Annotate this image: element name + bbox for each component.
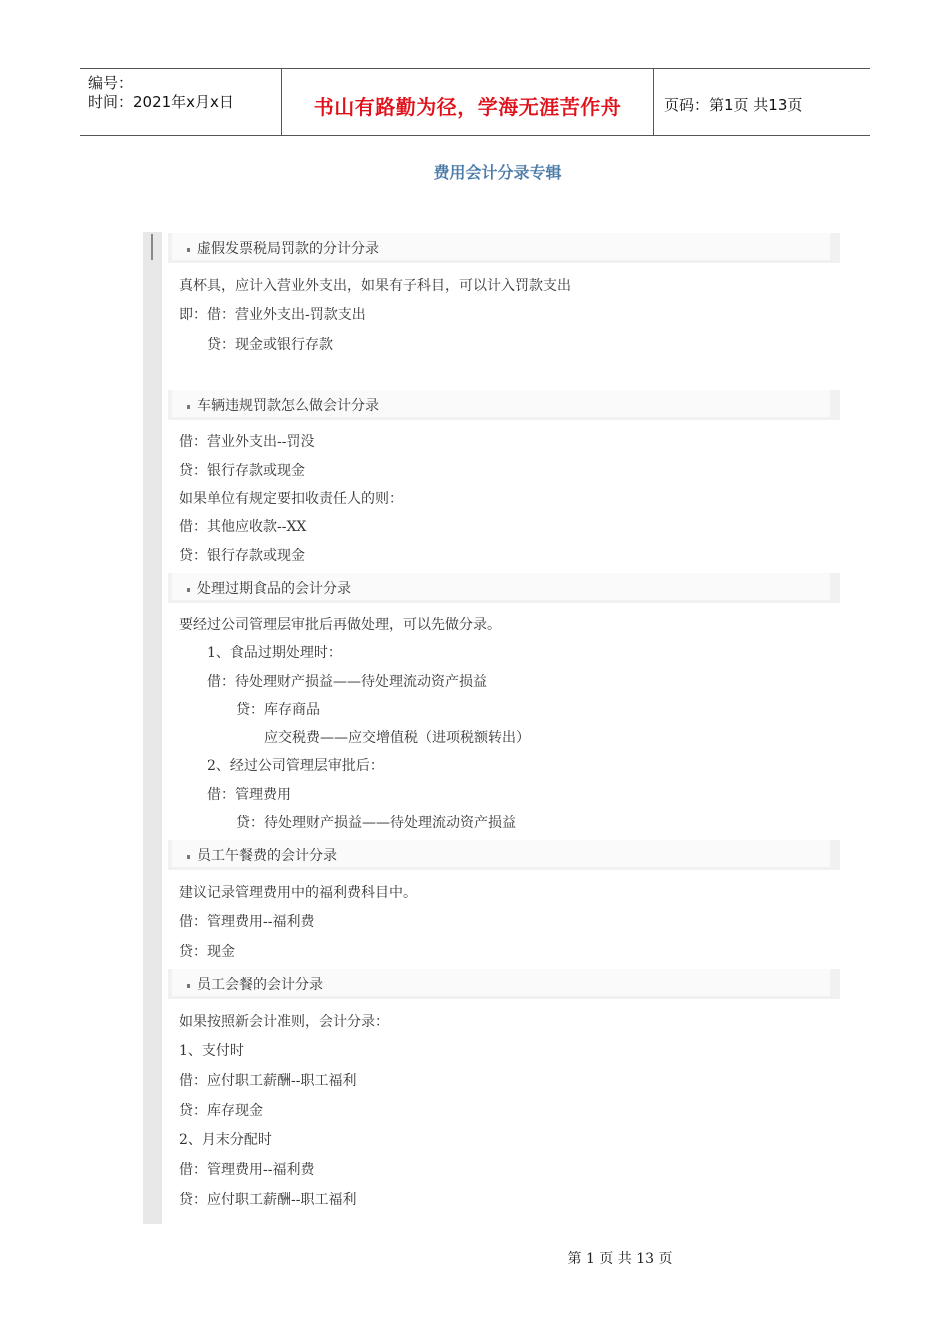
document-title: 费用会计分录专辑 [433,163,562,182]
content-line: 贷：库存现金 [179,1103,263,1119]
left-margin-bar [143,232,162,1224]
content-line: 借：管理费用--福利费 [179,914,315,930]
bullet-icon [187,405,190,409]
content-line: 贷：银行存款或现金 [179,548,305,564]
content-line: 如果按照新会计准则，会计分录： [179,1014,389,1030]
section-header [168,233,840,263]
content-line: 借：待处理财产损益——待处理流动资产损益 [207,674,487,690]
document-header [80,68,870,136]
section-header [168,969,840,999]
content-line: 贷：待处理财产损益——待处理流动资产损益 [236,815,516,831]
content-line: 应交税费——应交增值税（进项税额转出） [264,730,530,746]
section-title: 员工会餐的会计分录 [197,977,323,993]
bullet-icon [187,855,190,859]
content-line: 1、食品过期处理时： [207,645,342,661]
left-margin-marker [151,234,153,260]
content-line: 即：借：营业外支出-罚款支出 [179,307,366,323]
content-line: 借：管理费用 [207,787,291,803]
bullet-icon [187,248,190,252]
header-page-cell [654,69,870,135]
content-line: 借：营业外支出--罚没 [179,434,315,450]
document-time-label: 时间：2021年x月x日 [88,93,234,111]
section-title: 员工午餐费的会计分录 [197,848,337,864]
content-line: 2、月末分配时 [179,1132,272,1148]
section-title: 虚假发票税局罚款的分计分录 [197,241,379,257]
document-number-label: 编号： [88,74,134,92]
page-footer: 第 1 页 共 13 页 [567,1251,673,1267]
content-line: 建议记录管理费用中的福利费科目中。 [179,885,417,901]
section-title: 车辆违规罚款怎么做会计分录 [197,398,379,414]
content-line: 贷：银行存款或现金 [179,463,305,479]
content-line: 贷：现金 [179,944,235,960]
content-line: 贷：现金或银行存款 [207,337,333,353]
content-line: 借：应付职工薪酬--职工福利 [179,1073,357,1089]
content-line: 贷：库存商品 [236,702,320,718]
content-line: 要经过公司管理层审批后再做处理，可以先做分录。 [179,617,501,633]
section-header [168,840,840,870]
content-line: 2、经过公司管理层审批后： [207,758,384,774]
header-page-info: 页码：第1页 共13页 [664,96,803,114]
content-line: 借：其他应收款--XX [179,519,307,535]
section-header [168,390,840,420]
bullet-icon [187,984,190,988]
content-line: 1、支付时 [179,1043,244,1059]
header-motto: 书山有路勤为径，学海无涯苦作舟 [313,95,622,119]
bullet-icon [187,588,190,592]
content-line: 借：管理费用--福利费 [179,1162,315,1178]
section-header [168,573,840,603]
content-line: 如果单位有规定要扣收责任人的则： [179,491,403,507]
content-line: 真杯具，应计入营业外支出，如果有子科目，可以计入罚款支出 [179,278,571,294]
section-title: 处理过期食品的会计分录 [197,581,351,597]
content-line: 贷：应付职工薪酬--职工福利 [179,1192,357,1208]
header-meta-cell [80,69,282,135]
header-motto-cell [282,69,654,135]
